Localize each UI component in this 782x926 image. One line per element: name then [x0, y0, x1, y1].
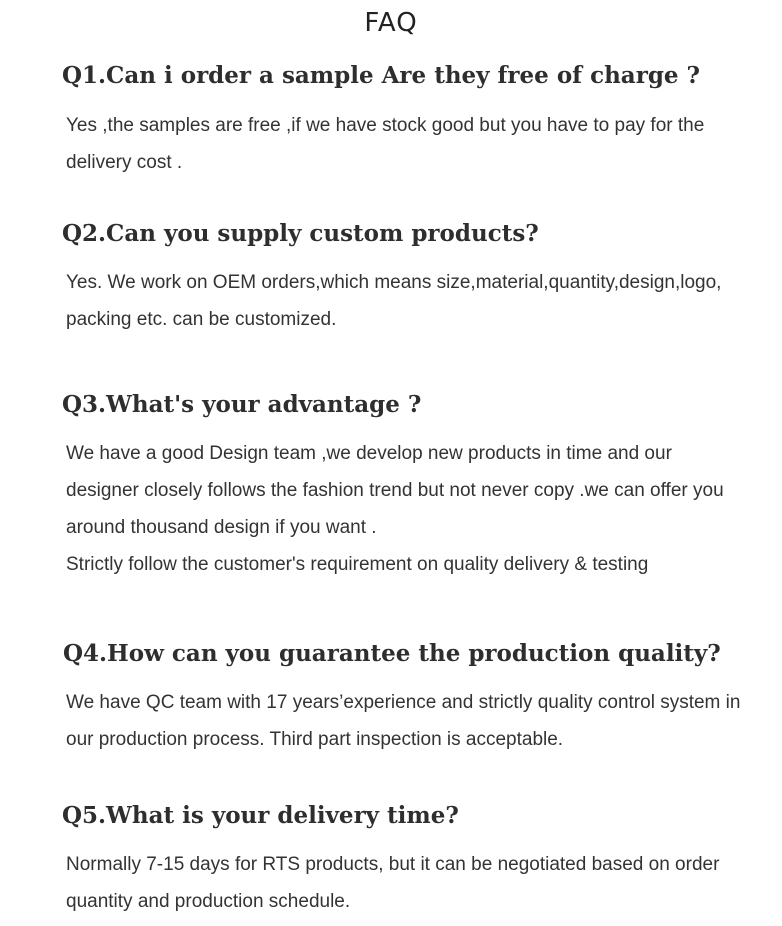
faq-answer-3-text: We have a good Design team ,we develop new products in time and our designer closely follows the fashion trend but not never copy .we can offer you around thousand design if you want . [66, 443, 724, 538]
faq-question-5: Q5.What is your delivery time? [62, 802, 459, 829]
faq-question-2: Q2.Can you supply custom products? [62, 220, 539, 247]
faq-answer-4 [66, 684, 756, 758]
faq-answer-2 [66, 264, 756, 338]
faq-answer-1 [66, 107, 756, 181]
page-title: FAQ [364, 8, 418, 38]
faq-answer-4-text: We have QC team with 17 years’experience and strictly quality control system in our production process. Third part inspection is acceptable. [66, 692, 741, 750]
faq-answer-3 [66, 435, 746, 583]
faq-question-3: Q3.What's your advantage ? [62, 391, 422, 418]
faq-answer-5 [66, 846, 756, 920]
faq-answer-1-text: Yes ,the samples are free ,if we have stock good but you have to pay for the delivery cost . [66, 115, 705, 173]
faq-answer-2-text: Yes. We work on OEM orders,which means size,material,quantity,design,logo, packing etc. can be customized. [66, 272, 722, 330]
faq-question-1: Q1.Can i order a sample Are they free of charge ? [62, 62, 701, 89]
faq-question-4: Q4.How can you guarantee the production quality? [63, 640, 721, 667]
faq-answer-3-text-2: Strictly follow the customer's requirement on quality delivery & testing [66, 554, 649, 575]
faq-answer-5-text: Normally 7-15 days for RTS products, but it can be negotiated based on order quantity and production schedule. [66, 854, 720, 912]
